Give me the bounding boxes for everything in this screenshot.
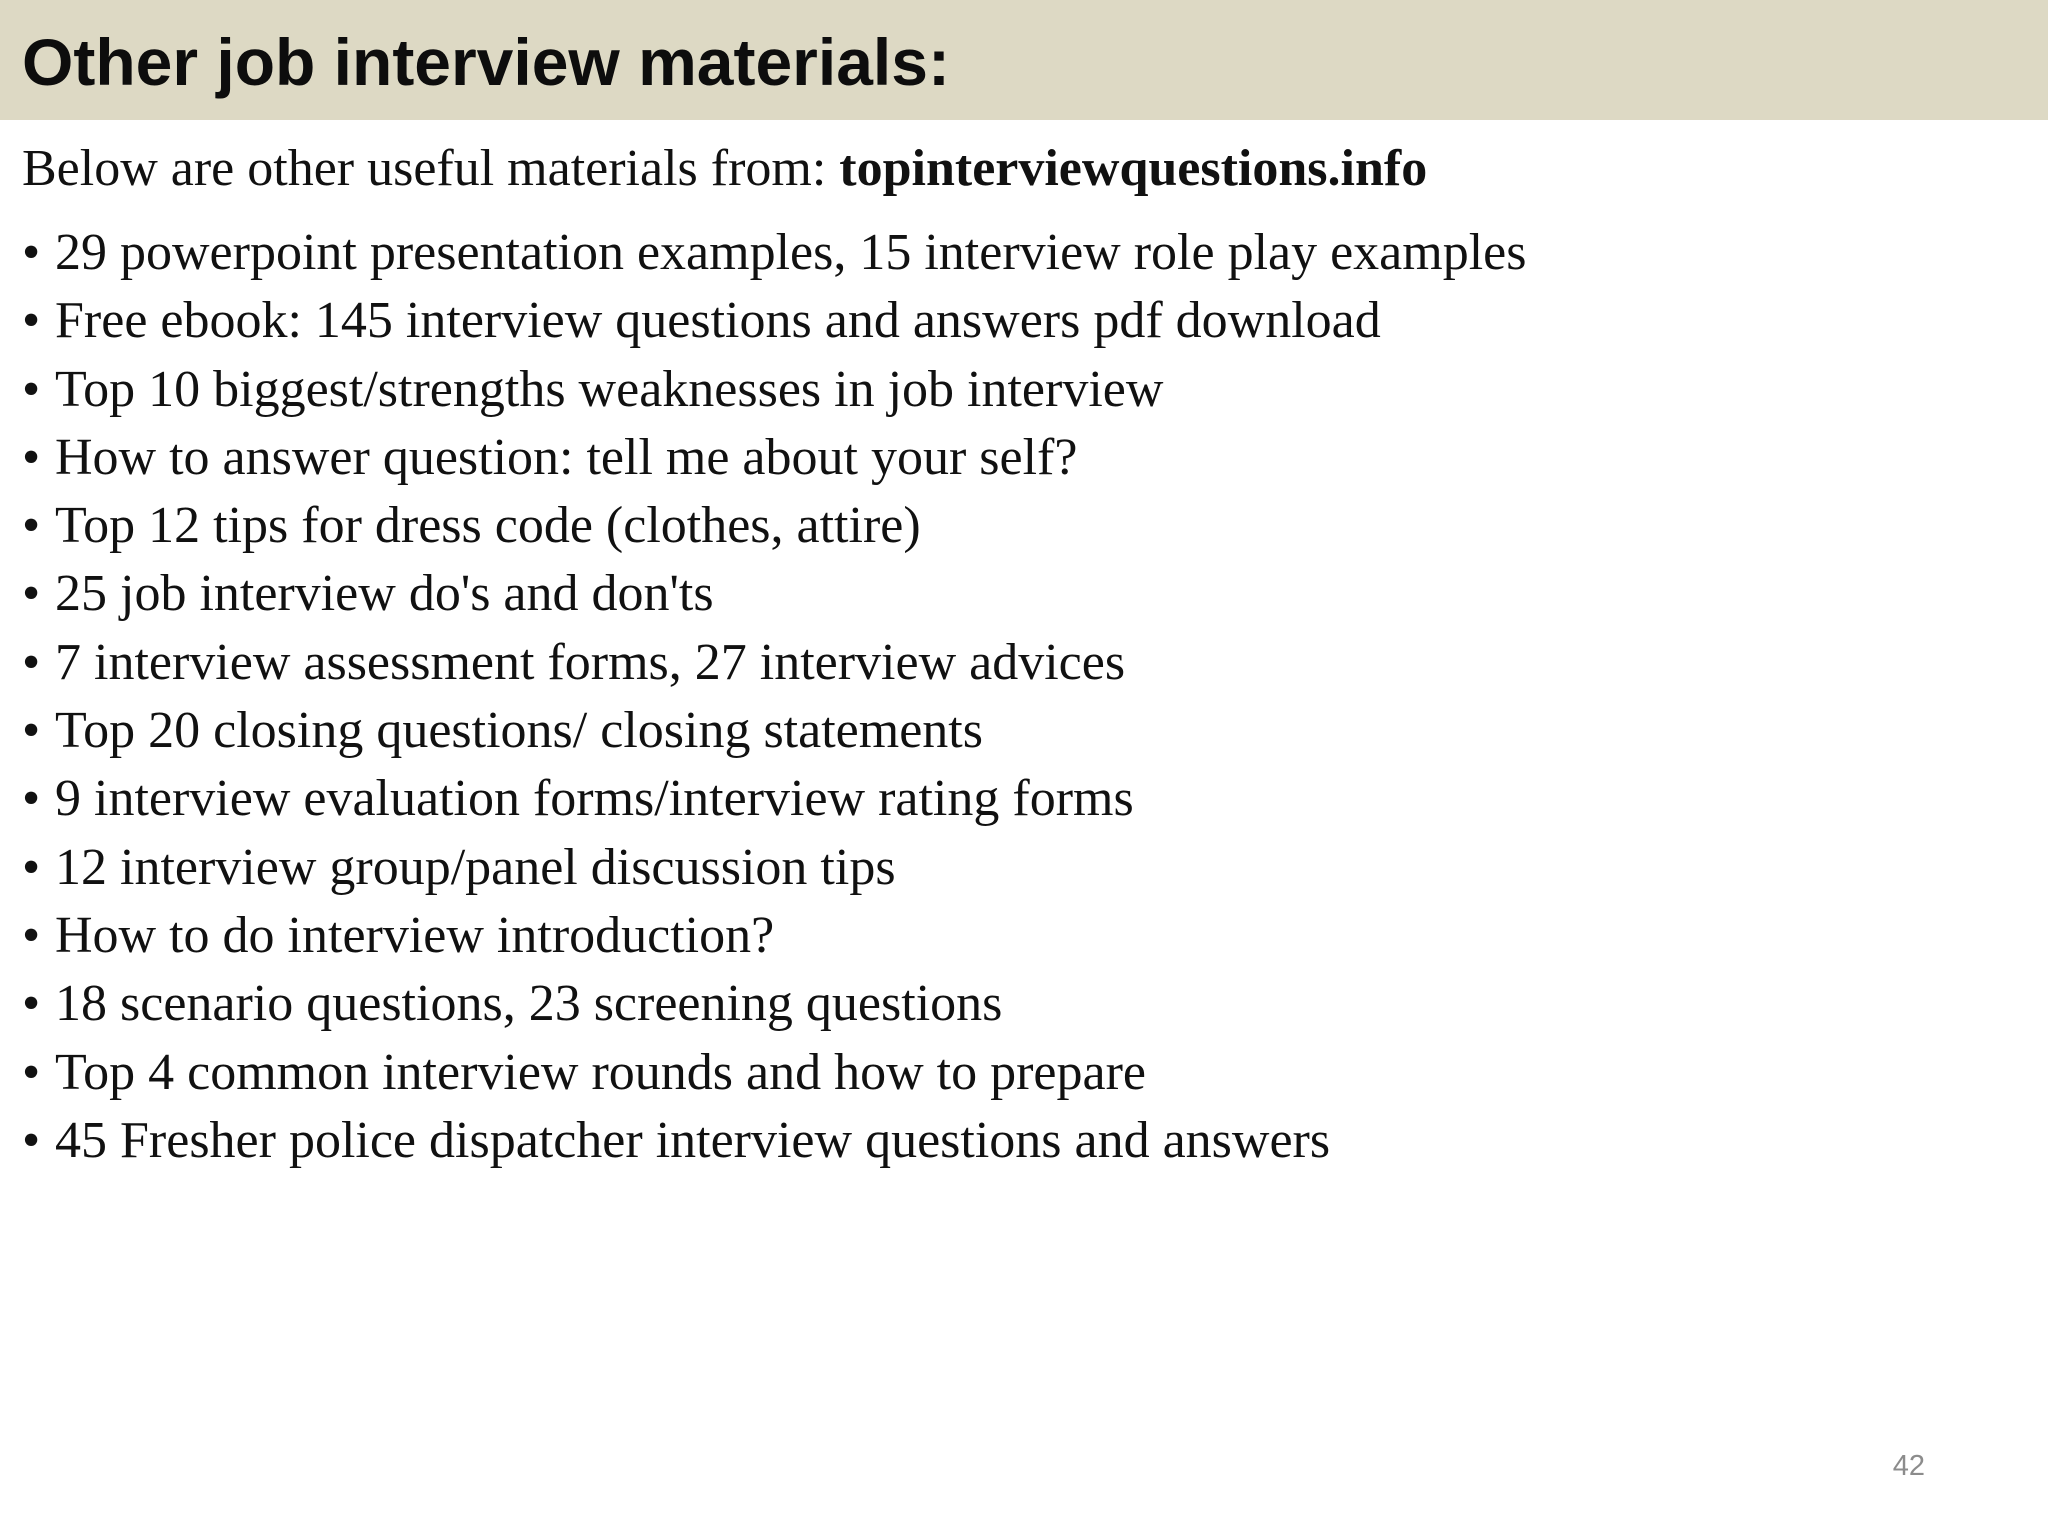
list-item: [22, 697, 1526, 765]
list-item: [22, 287, 1526, 355]
page-number: 42: [1892, 1450, 1925, 1482]
list-item: [22, 765, 1526, 833]
intro-site-name: topinterviewquestions.info: [839, 140, 1428, 197]
bullet-icon: •: [22, 497, 41, 555]
list-item-text: 25 job interview do's and don'ts: [55, 565, 714, 623]
bullet-icon: •: [22, 633, 41, 691]
bullet-icon: •: [22, 360, 41, 418]
bullet-icon: •: [22, 770, 41, 828]
bullet-icon: •: [22, 906, 41, 964]
bullet-icon: •: [22, 975, 41, 1033]
bullet-icon: •: [22, 428, 41, 486]
list-item: [22, 219, 1526, 287]
list-item-text: 7 interview assessment forms, 27 interview advices: [55, 633, 1126, 691]
list-item-text: Top 20 closing questions/ closing statements: [55, 702, 983, 760]
bullet-icon: •: [22, 1111, 41, 1169]
bullet-icon: •: [22, 838, 41, 896]
list-item-text: How to answer question: tell me about your self?: [55, 428, 1078, 486]
bullet-icon: •: [22, 224, 41, 281]
title-bar: [0, 0, 2048, 120]
list-item-text: Top 4 common interview rounds and how to prepare: [55, 1043, 1146, 1101]
list-item: [22, 492, 1526, 560]
bullet-icon: •: [22, 702, 41, 760]
list-item: [22, 424, 1526, 492]
intro-line: [22, 134, 1427, 204]
list-item: [22, 1039, 1526, 1107]
list-item: [22, 356, 1526, 424]
list-item: [22, 1107, 1526, 1175]
list-item: [22, 970, 1526, 1038]
list-item: [22, 629, 1526, 697]
list-item-text: How to do interview introduction?: [55, 906, 775, 964]
bullet-icon: •: [22, 1043, 41, 1101]
list-item: [22, 560, 1526, 628]
list-item-text: 18 scenario questions, 23 screening questions: [55, 975, 1003, 1033]
bullet-icon: •: [22, 292, 41, 350]
list-item-text: Top 12 tips for dress code (clothes, attire): [55, 497, 921, 555]
list-item-text: Top 10 biggest/strengths weaknesses in job interview: [55, 360, 1164, 418]
list-item-text: 45 Fresher police dispatcher interview questions and answers: [55, 1111, 1331, 1169]
list-item-text: 29 powerpoint presentation examples, 15 interview role play examples: [55, 224, 1527, 281]
bullet-icon: •: [22, 565, 41, 623]
list-item-text: Free ebook: 145 interview questions and answers pdf download: [55, 292, 1381, 350]
intro-text: Below are other useful materials from:: [22, 140, 840, 197]
list-item-text: 12 interview group/panel discussion tips: [55, 838, 896, 896]
materials-list: [22, 219, 1526, 1175]
slide-title: Other job interview materials:: [22, 25, 950, 99]
list-item: [22, 834, 1526, 902]
list-item-text: 9 interview evaluation forms/interview rating forms: [55, 770, 1134, 828]
list-item: [22, 902, 1526, 970]
